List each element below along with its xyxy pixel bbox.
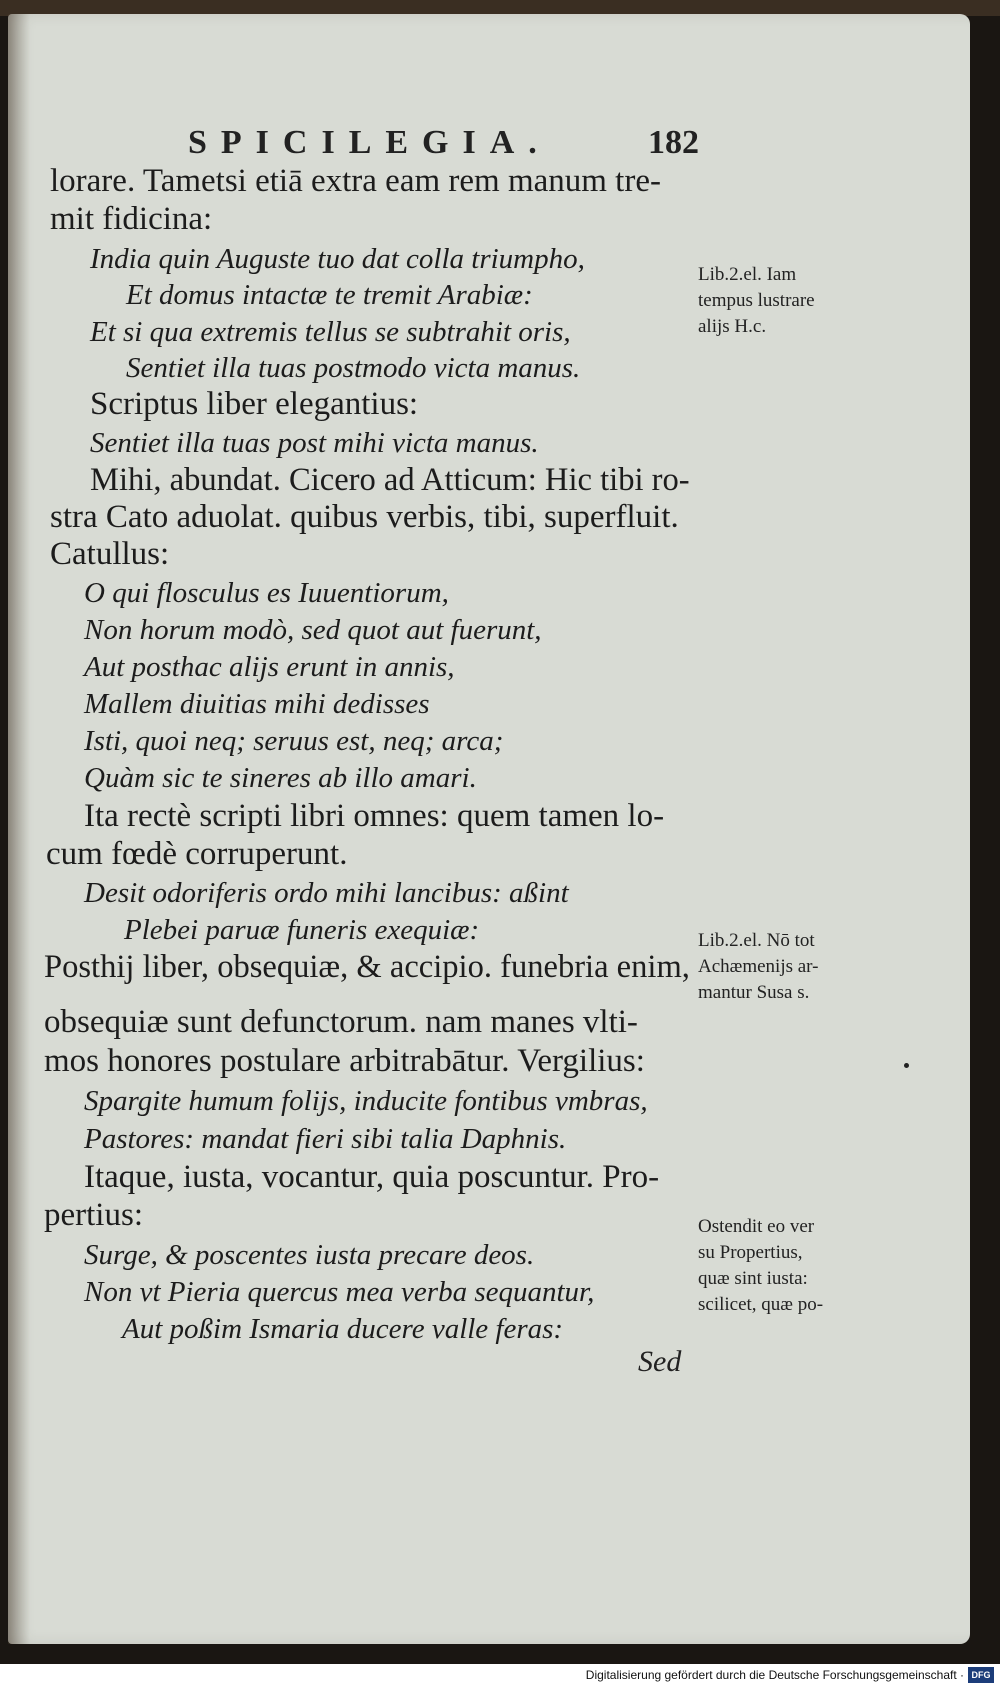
verse-line: Plebei paruæ funeris exequiæ: (124, 914, 480, 946)
margin-note-line: tempus lustrare (698, 290, 815, 311)
dfg-logo-icon: DFG (968, 1667, 994, 1683)
verse-line: Spargite humum folijs, inducite fontibus vmbras, (84, 1085, 648, 1117)
verse-line: Desit odoriferis ordo mihi lancibus: aßint (84, 877, 569, 909)
text-line: Mihi, abundat. Cicero ad Atticum: Hic tibi ro- (90, 462, 690, 498)
margin-note (698, 1214, 888, 1318)
text-line: cum fœdè corruperunt. (46, 836, 348, 872)
verse-line: O qui flosculus es Iuuentiorum, (84, 577, 449, 609)
text-line: pertius: (44, 1197, 143, 1233)
text-line: stra Cato aduolat. quibus verbis, tibi, superfluit. (50, 499, 679, 535)
verse-line: Et domus intactæ te tremit Arabiæ: (126, 279, 533, 311)
verse-line: Sentiet illa tuas postmodo victa manus. (126, 352, 581, 384)
verse-line: Aut poßim Ismaria ducere valle feras: (122, 1313, 564, 1345)
verse-line: Mallem diuitias mihi dedisses (84, 688, 430, 720)
margin-note-line: su Propertius, (698, 1242, 803, 1263)
verse-line: Quàm sic te sineres ab illo amari. (84, 762, 477, 794)
verse-line: Non horum modò, sed quot aut fuerunt, (84, 614, 542, 646)
margin-note-line: Ostendit eo ver (698, 1216, 815, 1237)
page-number: 182 (648, 124, 699, 161)
verse-line: Surge, & poscentes iusta precare deos. (84, 1239, 535, 1271)
margin-note (698, 262, 888, 340)
text-line: Posthij liber, obsequiæ, & accipio. funebria enim, (44, 949, 690, 985)
margin-note-line: alijs H.c. (698, 316, 767, 337)
margin-note-line: scilicet, quæ po- (698, 1294, 824, 1315)
margin-note-line: Lib.2.el. Iam (698, 264, 797, 285)
text-line: Catullus: (50, 536, 170, 572)
verse-line: Aut posthac alijs erunt in annis, (84, 651, 455, 683)
text-line: Itaque, iusta, vocantur, quia poscuntur. Pro- (84, 1159, 660, 1195)
text-line: mos honores postulare arbitrabātur. Vergilius: (44, 1043, 645, 1079)
funding-credit: Digitalisierung gefördert durch die Deutsche Forschungsgemeinschaft · (585, 1668, 964, 1682)
text-line: lorare. Tametsi etiā extra eam rem manum tre- (50, 163, 661, 199)
verse-line: Isti, quoi neq; seruus est, neq; arca; (84, 725, 504, 757)
margin-note (698, 928, 888, 1006)
margin-note-line: Lib.2.el. Nō tot (698, 930, 815, 951)
running-head: SPICILEGIA. (188, 124, 551, 161)
ink-speck (904, 1063, 909, 1068)
text-line: mit fidicina: (50, 201, 213, 237)
text-line: Scriptus liber elegantius: (90, 386, 419, 422)
spine-shadow (8, 14, 30, 1644)
margin-note-line: quæ sint iusta: (698, 1268, 808, 1289)
verse-line: Pastores: mandat fieri sibi talia Daphnis. (84, 1123, 567, 1155)
verse-line: India quin Auguste tuo dat colla triumpho, (90, 243, 585, 275)
catchword: Sed (638, 1345, 682, 1378)
margin-note-line: mantur Susa s. (698, 982, 810, 1003)
footer-bar (0, 1664, 1000, 1690)
text-line: obsequiæ sunt defunctorum. nam manes vlti- (44, 1004, 638, 1040)
verse-line: Non vt Pieria quercus mea verba sequantur, (84, 1276, 595, 1308)
margin-note-line: Achæmenijs ar- (698, 956, 819, 977)
verse-line: Sentiet illa tuas post mihi victa manus. (90, 427, 539, 459)
text-line: Ita rectè scripti libri omnes: quem tamen lo- (84, 798, 665, 834)
verse-line: Et si qua extremis tellus se subtrahit oris, (90, 316, 571, 348)
